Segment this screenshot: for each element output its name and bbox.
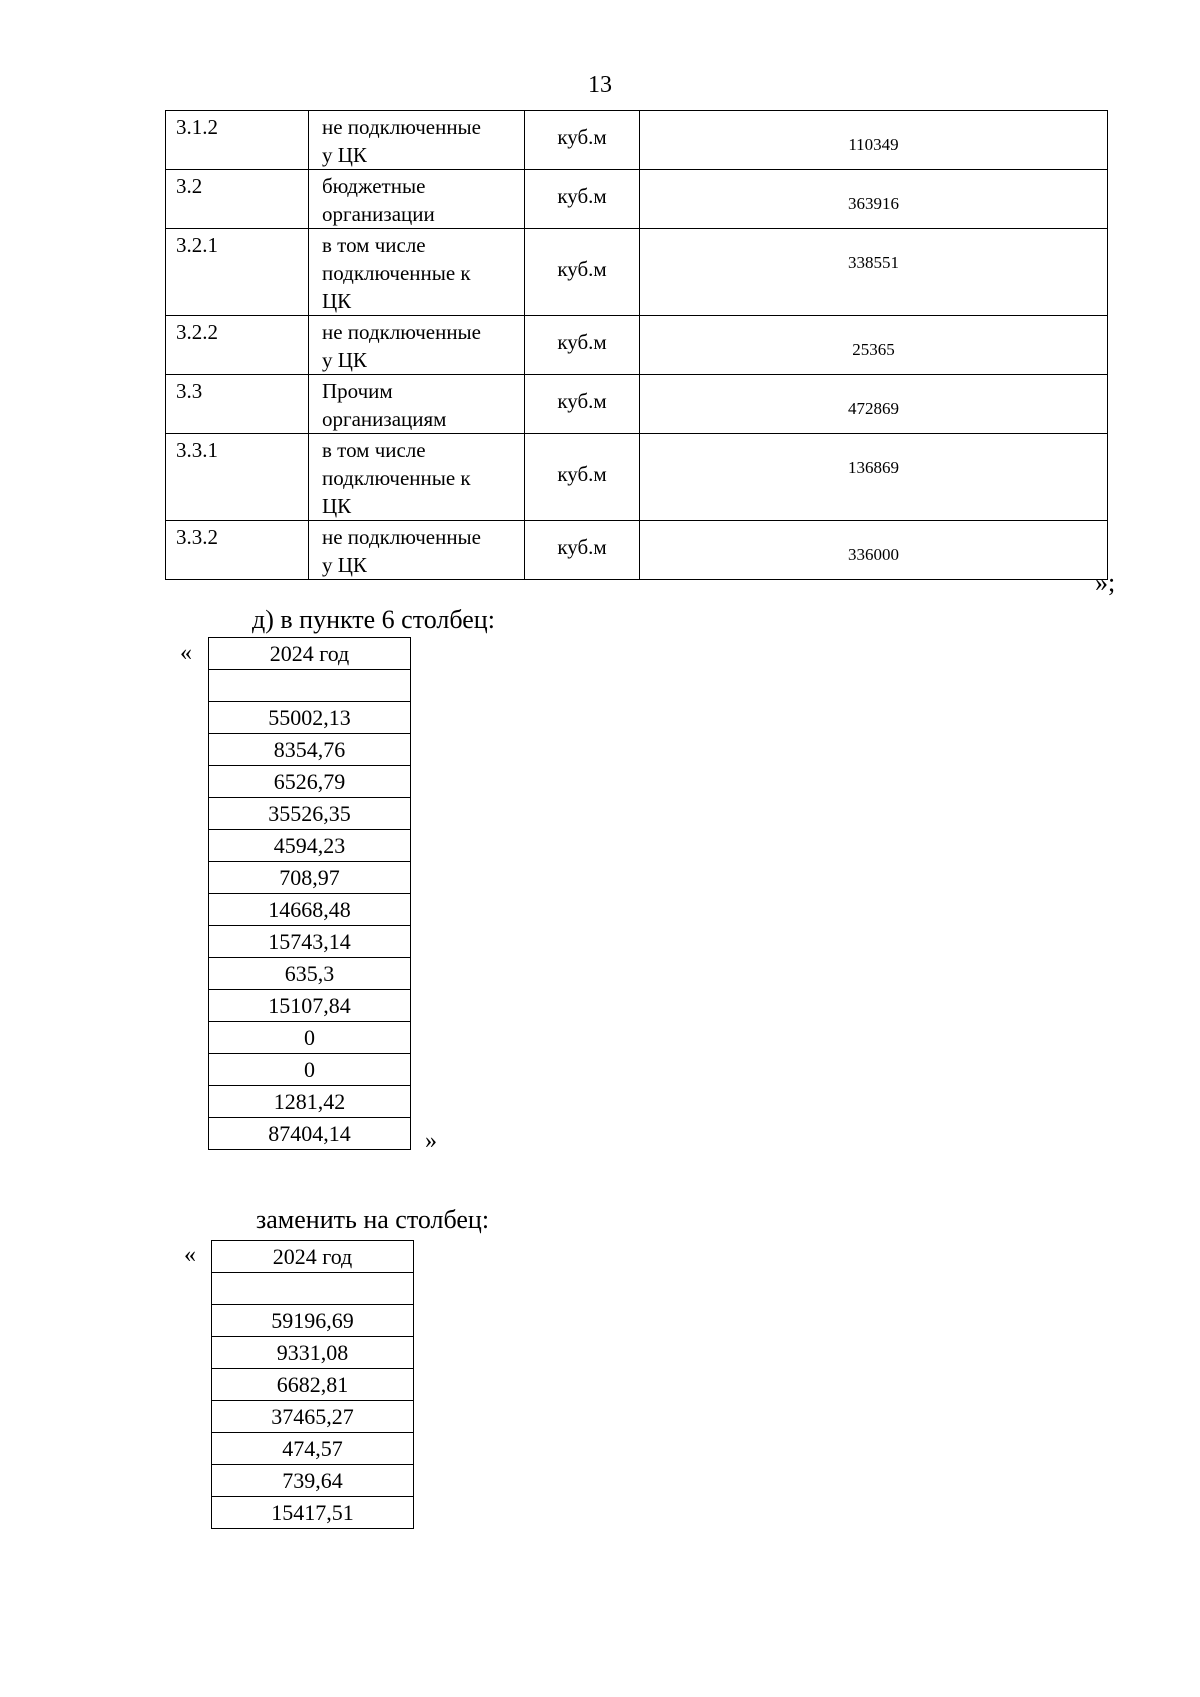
column-cell: 1281,42 (209, 1086, 411, 1118)
row-unit: куб.м (525, 375, 640, 434)
column-row (212, 1273, 414, 1305)
row-name: не подключенные у ЦК (309, 521, 525, 580)
column-row (209, 734, 411, 766)
table-row (166, 229, 1108, 316)
column-row (209, 702, 411, 734)
section-d-open-quote: « (180, 640, 192, 666)
replace-text: заменить на столбец: (256, 1205, 490, 1234)
column-row (209, 670, 411, 702)
column-cell: 37465,27 (212, 1401, 414, 1433)
row-name: бюджетные организации (309, 170, 525, 229)
table-row (166, 434, 1108, 521)
column-cell: 14668,48 (209, 894, 411, 926)
column-row (209, 1118, 411, 1150)
column-cell: 55002,13 (209, 702, 411, 734)
column-cell: 4594,23 (209, 830, 411, 862)
table-row (166, 316, 1108, 375)
column-cell: 59196,69 (212, 1305, 414, 1337)
row-value: 338551 (640, 229, 1108, 316)
column-row (209, 798, 411, 830)
column-row (209, 862, 411, 894)
row-name: в том числе подключенные к ЦК (309, 229, 525, 316)
section-d-close-quote: » (425, 1128, 437, 1154)
column-row (212, 1401, 414, 1433)
row-value: 472869 (640, 375, 1108, 434)
table-closing-quote: »; (1095, 568, 1116, 597)
column-cell: 15107,84 (209, 990, 411, 1022)
row-unit: куб.м (525, 111, 640, 170)
column-row (212, 1305, 414, 1337)
column-header: 2024 год (209, 638, 411, 670)
row-name: не подключенные у ЦК (309, 111, 525, 170)
row-unit: куб.м (525, 434, 640, 521)
row-value: 25365 (640, 316, 1108, 375)
row-name: Прочим организациям (309, 375, 525, 434)
row-name: не подключенные у ЦК (309, 316, 525, 375)
column-row (212, 1337, 414, 1369)
column-row (212, 1465, 414, 1497)
column-row (209, 1022, 411, 1054)
table-row (166, 111, 1108, 170)
column-cell: 0 (209, 1054, 411, 1086)
row-number: 3.2.1 (166, 229, 309, 316)
row-unit: куб.м (525, 170, 640, 229)
column-cell (212, 1273, 414, 1305)
table-row (166, 375, 1108, 434)
column-row (209, 926, 411, 958)
column-cell: 6682,81 (212, 1369, 414, 1401)
row-number: 3.2.2 (166, 316, 309, 375)
column-cell: 15743,14 (209, 926, 411, 958)
column-row (209, 830, 411, 862)
column-header: 2024 год (212, 1241, 414, 1273)
column-cell: 739,64 (212, 1465, 414, 1497)
volume-table (165, 110, 1108, 580)
column-cell: 35526,35 (209, 798, 411, 830)
column-cell: 15417,51 (212, 1497, 414, 1529)
replace-open-quote: « (184, 1242, 196, 1268)
column-cell (209, 670, 411, 702)
column-cell: 635,3 (209, 958, 411, 990)
page-number: 13 (588, 72, 612, 98)
column-cell: 0 (209, 1022, 411, 1054)
column-cell: 8354,76 (209, 734, 411, 766)
row-number: 3.3 (166, 375, 309, 434)
column-cell: 6526,79 (209, 766, 411, 798)
column-cell: 9331,08 (212, 1337, 414, 1369)
table-row (166, 521, 1108, 580)
column-row (212, 1497, 414, 1529)
column-cell: 474,57 (212, 1433, 414, 1465)
row-unit: куб.м (525, 521, 640, 580)
row-unit: куб.м (525, 229, 640, 316)
row-number: 3.3.1 (166, 434, 309, 521)
section-d-text: д) в пункте 6 столбец: (252, 605, 495, 634)
row-value: 110349 (640, 111, 1108, 170)
replace-column (211, 1240, 414, 1529)
table-row (166, 170, 1108, 229)
row-value: 136869 (640, 434, 1108, 521)
row-value: 363916 (640, 170, 1108, 229)
column-header-row (209, 638, 411, 670)
column-cell: 708,97 (209, 862, 411, 894)
column-row (209, 990, 411, 1022)
row-number: 3.2 (166, 170, 309, 229)
column-row (209, 894, 411, 926)
column-header-row (212, 1241, 414, 1273)
column-cell: 87404,14 (209, 1118, 411, 1150)
column-row (209, 958, 411, 990)
row-value: 336000 (640, 521, 1108, 580)
column-row (212, 1433, 414, 1465)
column-row (212, 1369, 414, 1401)
column-row (209, 766, 411, 798)
row-number: 3.1.2 (166, 111, 309, 170)
row-unit: куб.м (525, 316, 640, 375)
column-row (209, 1086, 411, 1118)
section-d-column (208, 637, 411, 1150)
row-name: в том числе подключенные к ЦК (309, 434, 525, 521)
column-row (209, 1054, 411, 1086)
row-number: 3.3.2 (166, 521, 309, 580)
